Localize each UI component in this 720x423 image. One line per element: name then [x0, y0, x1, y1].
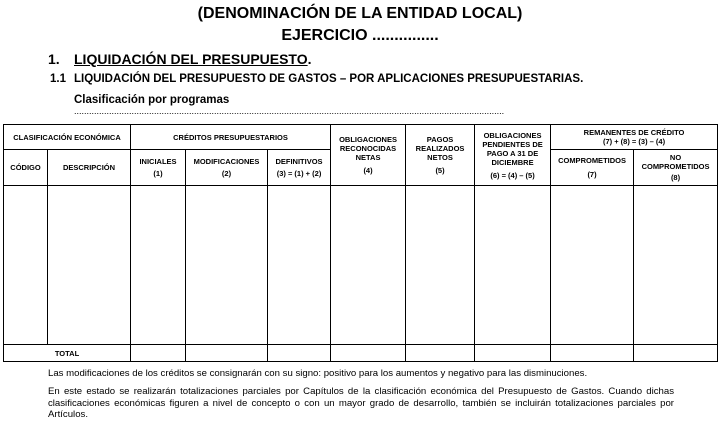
- entity-title: (DENOMINACIÓN DE LA ENTIDAD LOCAL): [197, 5, 523, 22]
- header-no-comprometidos-num: (8): [670, 173, 681, 182]
- header-obligaciones-reconocidas: [331, 125, 406, 186]
- body-cell-definitivos: [268, 186, 331, 345]
- header-modificaciones: [186, 150, 268, 186]
- body-cell-iniciales: [131, 186, 186, 345]
- header-remanentes-formula: (7) + (8) = (3) – (4): [602, 137, 666, 146]
- total-cell-comprometidos: [551, 345, 634, 362]
- header-no-comprometidos: [634, 150, 718, 186]
- header-creditos-presupuestarios: CRÉDITOS PRESUPUESTARIOS: [131, 125, 331, 150]
- section-heading: [48, 51, 312, 67]
- note-totalizaciones: En este estado se realizarán totalizaciones parciales por Capítulos de la clasificación económica del Presupuesto de Gastos. Cuando dichas clasificaciones económicas figuren a nivel de concepto o con un mayor grado de desarrollo, también se incluirán totalizaciones parciales por Artículos.: [48, 386, 674, 420]
- total-cell-pendientes: [475, 345, 551, 362]
- subsection-number: 1.1: [50, 73, 66, 85]
- body-cell-pagos: [406, 186, 475, 345]
- body-cell-no-comprometidos: [634, 186, 718, 345]
- header-modificaciones-label: MODIFICACIONES: [193, 157, 260, 166]
- header-pagos-num: (5): [435, 166, 445, 175]
- header-remanentes-credito: [551, 125, 718, 150]
- header-modificaciones-num: (2): [221, 169, 232, 178]
- header-obligaciones-num: (4): [363, 166, 373, 175]
- section-number: 1.: [48, 51, 60, 67]
- classification-label: Clasificación por programas: [74, 94, 230, 106]
- body-cell-modificaciones: [186, 186, 268, 345]
- header-pagos-label: PAGOS REALIZADOS NETOS: [415, 135, 465, 162]
- header-no-comprometidos-label: NO COMPROMETIDOS: [641, 153, 710, 171]
- subsection-title: LIQUIDACIÓN DEL PRESUPUESTO DE GASTOS – POR APLICACIONES PRESUPUESTARIAS.: [74, 73, 584, 85]
- header-iniciales-label: INICIALES: [139, 157, 177, 166]
- header-obligaciones-pendientes: [475, 125, 551, 186]
- header-row-1: [4, 125, 718, 150]
- header-pendientes-num: (6) = (4) – (5): [490, 170, 535, 180]
- total-cell-modificaciones: [186, 345, 268, 362]
- header-pendientes-label: OBLIGACIONES PENDIENTES DE PAGO A 31 DE DICIEMBRE: [482, 130, 543, 167]
- header-pagos-realizados: [406, 125, 475, 186]
- body-cell-obligaciones: [331, 186, 406, 345]
- header-definitivos: [268, 150, 331, 186]
- body-cell-descripcion: [48, 186, 131, 345]
- header-codigo: CÓDIGO: [4, 150, 48, 186]
- total-cell-iniciales: [131, 345, 186, 362]
- total-cell-no-comprometidos: [634, 345, 718, 362]
- section-title: LIQUIDACIÓN DEL PRESUPUESTO: [74, 51, 308, 67]
- body-cell-pendientes: [475, 186, 551, 345]
- total-cell-obligaciones: [331, 345, 406, 362]
- exercise-title: EJERCICIO ...............: [281, 27, 439, 44]
- note-modificaciones: Las modificaciones de los créditos se consignarán con su signo: positivo para los aumentos y negativo para las disminuciones.: [48, 368, 588, 379]
- header-comprometidos-num: (7): [587, 170, 597, 179]
- header-descripcion: DESCRIPCIÓN: [48, 150, 131, 186]
- header-clasificacion-economica: CLASIFICACIÓN ECONÓMICA: [4, 125, 131, 150]
- classification-dotline: ............................................................................................................................................................................: [74, 106, 505, 116]
- header-definitivos-label: DEFINITIVOS: [275, 157, 323, 166]
- total-row: [4, 345, 718, 362]
- header-comprometidos-label: COMPROMETIDOS: [558, 156, 626, 165]
- header-iniciales-num: (1): [153, 169, 163, 178]
- total-cell-definitivos: [268, 345, 331, 362]
- subsection-heading: [50, 72, 583, 86]
- header-remanentes-label: REMANENTES DE CRÉDITO: [583, 128, 685, 137]
- body-cell-codigo: [4, 186, 48, 345]
- body-cell-comprometidos: [551, 186, 634, 345]
- total-cell-pagos: [406, 345, 475, 362]
- header-comprometidos: [551, 150, 634, 186]
- budget-table: [3, 124, 718, 362]
- body-row: [4, 186, 718, 345]
- section-title-suffix: .: [307, 51, 312, 67]
- total-label: TOTAL: [4, 345, 131, 362]
- header-obligaciones-label: OBLIGACIONES RECONOCIDAS NETAS: [339, 135, 397, 162]
- header-iniciales: [131, 150, 186, 186]
- header-definitivos-num: (3) = (1) + (2): [276, 169, 322, 178]
